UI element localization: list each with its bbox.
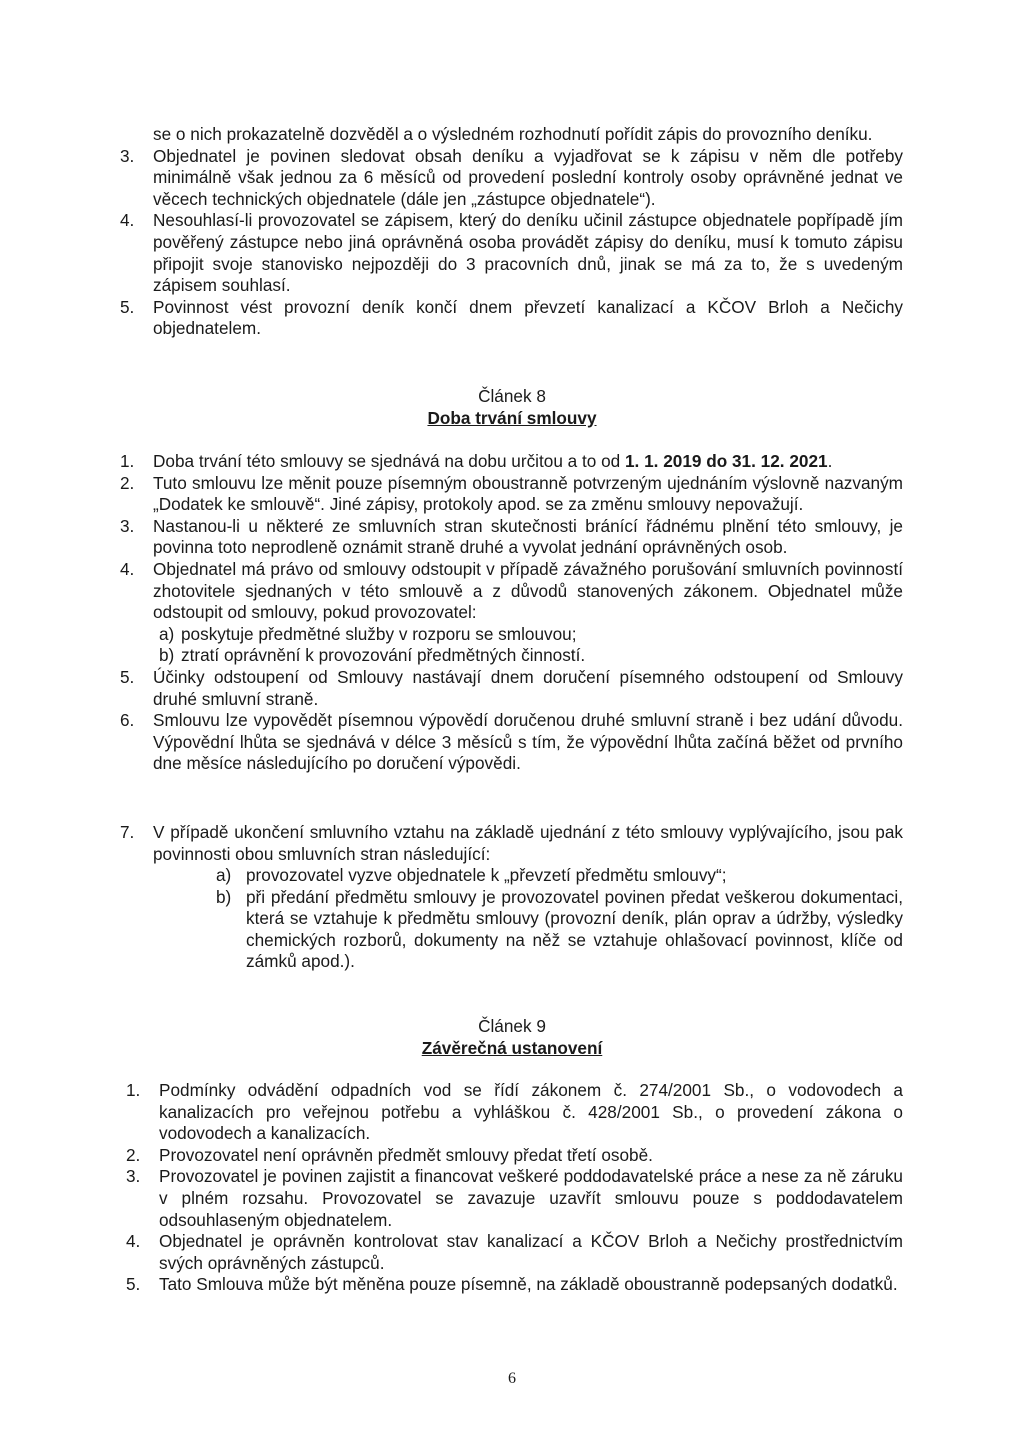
article-8-item-7-subs (216, 865, 903, 973)
list-item (120, 210, 903, 296)
list-item (120, 666, 903, 710)
sub-item-label: b) (159, 645, 175, 666)
item-number: 4. (120, 558, 135, 579)
sub-item-label: a) (216, 865, 232, 885)
item-text: Povinnost vést provozní deník končí dnem převzetí kanalizací a KČOV Brloh a Nečichy objednatelem. (153, 296, 903, 339)
list-item (120, 558, 903, 667)
article-label: Článek 8 (478, 386, 546, 406)
item-number: 7. (120, 822, 135, 842)
item-text: Provozovatel není oprávněn předmět smlouvy předat třetí osobě. (159, 1144, 653, 1165)
item-text: Provozovatel je povinen zajistit a financovat veškeré poddodavatelské práce a nese za ně záruku v plném rozsahu. Provozovatel se zavazuje uzavřít smlouvu pouze s poddodavatelem odsouhlaseným objednatelem. (159, 1166, 903, 1230)
top-section (120, 124, 903, 340)
article-8-item-7 (120, 822, 903, 865)
item-text: Objednatel má právo od smlouvy odstoupit v případě závažného porušování smluvních povinností zhotovitele sjednaných v této smlouvě a z důvodů stanovených zákonem. Objednatel může odstoupit od smlouvy, pokud provozovatel: (153, 558, 903, 623)
item-number: 4. (120, 210, 135, 231)
list-item (120, 515, 903, 559)
list-item (120, 296, 903, 340)
article-title: Doba trvání smlouvy (427, 407, 597, 428)
item-number: 2. (126, 1144, 141, 1165)
list-item (126, 1080, 903, 1145)
article-9-body (126, 1080, 903, 1296)
item-number: 1. (120, 451, 135, 471)
article-8-heading (0, 386, 1024, 429)
item-text: Tato Smlouva může být měněna pouze písemně, na základě oboustranně podepsaných dodatků. (159, 1274, 898, 1295)
sub-item-text: při předání předmětu smlouvy je provozovatel povinen předat veškerou dokumentaci, která se vztahuje k předmětu smlouvy (provozní deník, plán oprav a údržby, výsledky chemických rozborů, dokumenty na něž se vztahuje ohlašovací povinnost, klíče od zámků apod.). (246, 886, 903, 972)
sub-item (216, 865, 903, 887)
sub-item-label: b) (216, 886, 232, 907)
list-item (120, 822, 903, 865)
sub-item-text: poskytuje předmětné služby v rozporu se smlouvou; (181, 623, 577, 644)
item-number: 3. (120, 515, 135, 536)
article-8-body (120, 451, 903, 775)
list-item (120, 145, 903, 211)
list-item (126, 1166, 903, 1231)
sub-item-text: provozovatel vyzve objednatele k „převzetí předmětu smlouvy“; (246, 865, 727, 885)
continuation-text: se o nich prokazatelně dozvěděl a o výsledném rozhodnutí pořídit zápis do provozního deníku. (153, 124, 873, 144)
article-9-heading (0, 1016, 1024, 1059)
item-text: Objednatel je oprávněn kontrolovat stav kanalizací a KČOV Brloh a Nečichy prostřednictvím svých oprávněných zástupců. (159, 1231, 903, 1273)
list-item (126, 1274, 903, 1296)
sub-item (153, 645, 903, 667)
item-text: Doba trvání této smlouvy se sjednává na dobu určitou a to od 1. 1. 2019 do 31. 12. 2021. (153, 451, 833, 471)
item-number: 5. (126, 1274, 141, 1295)
item-number: 6. (120, 710, 135, 731)
item-number: 5. (120, 296, 135, 317)
list-item (120, 472, 903, 516)
item-text: V případě ukončení smluvního vztahu na základě ujednání z této smlouvy vyplývajícího, jsou pak povinnosti obou smluvních stran následující: (153, 822, 903, 864)
item-number: 1. (126, 1080, 141, 1100)
item-text: Tuto smlouvu lze měnit pouze písemným oboustranně potvrzeným ujednáním výslovně nazvaným „Dodatek ke smlouvě“. Jiné zápisy, protokoly apod. se za změnu smlouvy nepovažují. (153, 472, 903, 515)
list-item (120, 710, 903, 775)
page-number: 6 (508, 1370, 516, 1387)
item-text: Podmínky odvádění odpadních vod se řídí zákonem č. 274/2001 Sb., o vodovodech a kanalizacích pro veřejnou potřebu a vyhláškou č. 428/2001 Sb., o provedení zákona o vodovodech a kanalizacích. (159, 1080, 903, 1144)
item-number: 3. (120, 145, 135, 166)
list-item (126, 1144, 903, 1167)
item-text: Nastanou-li u některé ze smluvních stran skutečnosti bránící řádnému plnění této smlouvy, je povinna toto neprodleně oznámit straně druhé a vyvolat jednání oprávněných osob. (153, 515, 903, 558)
item-text: Objednatel je povinen sledovat obsah deníku a vyjadřovat se k zápisu v něm dle potřeby minimálně však jednou za 6 měsíců od provedení poslední kontroly osoby oprávněné jednat ve věcech technických objednatele (dále jen „zástupce objednatele“). (153, 145, 903, 209)
list-item (126, 1231, 903, 1274)
item-text: Nesouhlasí-li provozovatel se zápisem, který do deníku učinil zástupce objednatele popřípadě jím pověřený zástupce nebo jiná oprávněná osoba provádět zápisy do deníku, musí k tomuto zápisu připojit svoje stanovisko nejpozději do 3 pracovních dnů, jinak se má za to, že s uvedeným zápisem souhlasí. (153, 210, 903, 296)
item-number: 3. (126, 1166, 141, 1187)
list-item (120, 451, 903, 473)
item-text: Účinky odstoupení od Smlouvy nastávají dnem doručení písemného odstoupení od Smlouvy druhé smluvní straně. (153, 666, 903, 709)
sub-item-label: a) (159, 623, 175, 644)
sub-item (216, 886, 903, 973)
item-number: 5. (120, 666, 135, 687)
article-label: Článek 9 (478, 1016, 546, 1036)
item-number: 4. (126, 1231, 141, 1252)
item-number: 2. (120, 472, 135, 493)
date-range: 1. 1. 2019 do 31. 12. 2021 (625, 451, 828, 471)
sub-item (153, 624, 903, 646)
item-text: Smlouvu lze vypovědět písemnou výpovědí doručenou druhé smluvní straně i bez udání důvodu. Výpovědní lhůta se sjednává v délce 3 měsíců s tím, že výpovědní lhůta začíná běžet od prvního dne měsíce následujícího po doručení výpovědi. (153, 710, 903, 774)
article-title: Závěrečná ustanovení (421, 1037, 603, 1058)
sub-item-text: ztratí oprávnění k provozování předmětných činností. (181, 645, 586, 666)
